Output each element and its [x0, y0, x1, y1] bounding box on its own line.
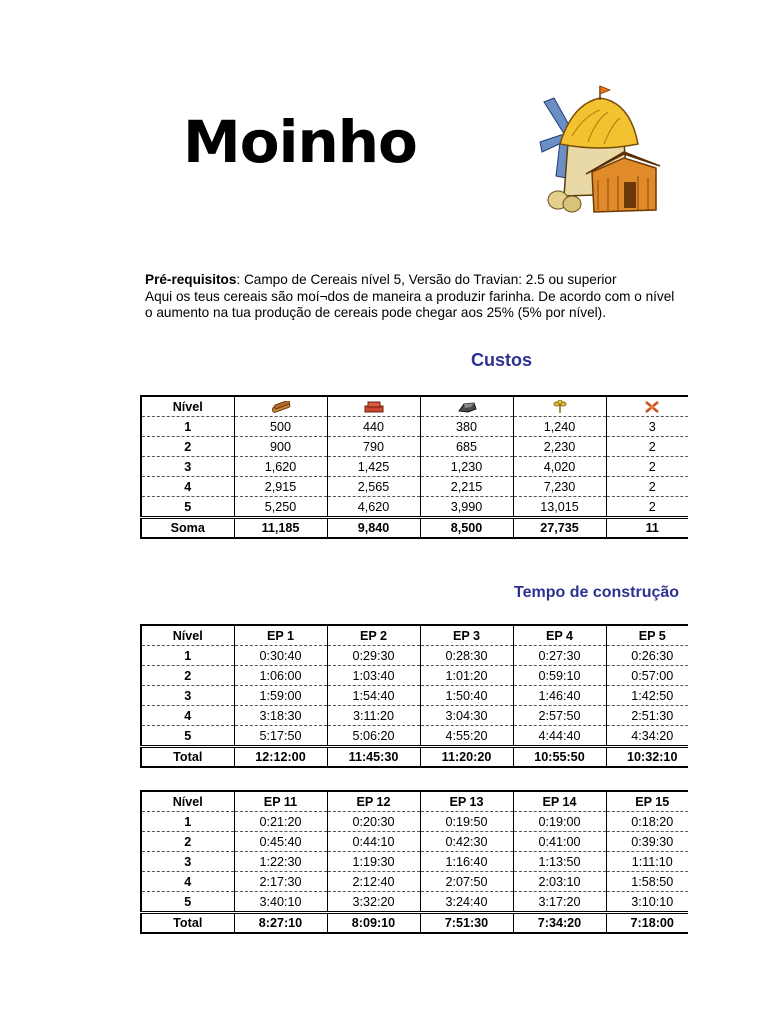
build-time-table-1	[140, 624, 688, 768]
build-time-heading: Tempo de construção	[514, 584, 680, 601]
table-row: 5 5:17:50 5:06:20 4:55:20 4:44:40 4:34:20	[141, 726, 688, 747]
intro-text	[145, 272, 688, 322]
clay-icon	[327, 396, 420, 417]
table-row: 5 5,250 4,620 3,990 13,015 2	[141, 497, 688, 518]
page-title: Moinho	[183, 108, 417, 176]
table-row: 4 3:18:30 3:11:20 3:04:30 2:57:50 2:51:30	[141, 706, 688, 726]
table-row: 3 1,620 1,425 1,230 4,020 2	[141, 457, 688, 477]
table-row: 2 900 790 685 2,230 2	[141, 437, 688, 457]
prereq-text: : Campo de Cereais nível 5, Versão do Travian: 2.5 ou superior	[236, 272, 617, 287]
intro-line-3: o aumento na tua produção de cereais pode chegar aos 25% (5% por nível).	[145, 305, 606, 320]
iron-icon	[420, 396, 513, 417]
total-row: Total 8:27:10 8:09:10 7:51:30 7:34:20 7:18:00	[141, 913, 688, 934]
table-row: 5 3:40:10 3:32:20 3:24:40 3:17:20 3:10:10	[141, 892, 688, 913]
total-row: Total 12:12:00 11:45:30 11:20:20 10:55:50 10:32:10	[141, 747, 688, 768]
costs-table-wrap	[140, 395, 688, 539]
build-time-table-1-wrap	[140, 624, 688, 768]
table-row: 2 1:06:00 1:03:40 1:01:20 0:59:10 0:57:00	[141, 666, 688, 686]
costs-table	[140, 395, 688, 539]
level-header: Nível	[141, 396, 234, 417]
costs-header-row	[141, 396, 688, 417]
build-time-header-row: Nível EP 1 EP 2 EP 3 EP 4 EP 5	[141, 625, 688, 646]
table-row: 1 0:30:40 0:29:30 0:28:30 0:27:30 0:26:30	[141, 646, 688, 666]
build-time-table-2	[140, 790, 688, 934]
build-time-table-2-wrap	[140, 790, 688, 934]
table-row: 3 1:59:00 1:54:40 1:50:40 1:46:40 1:42:50	[141, 686, 688, 706]
crop-icon	[513, 396, 606, 417]
table-row: 1 0:21:20 0:20:30 0:19:50 0:19:00 0:18:20	[141, 812, 688, 832]
total-row: Soma 11,185 9,840 8,500 27,735 11	[141, 518, 688, 539]
table-row: 1 500 440 380 1,240 3	[141, 417, 688, 437]
table-row: 3 1:22:30 1:19:30 1:16:40 1:13:50 1:11:10	[141, 852, 688, 872]
table-row: 4 2:17:30 2:12:40 2:07:50 2:03:10 1:58:50	[141, 872, 688, 892]
costs-heading: Custos	[471, 350, 533, 370]
build-time-header-row: Nível EP 11 EP 12 EP 13 EP 14 EP 15	[141, 791, 688, 812]
upkeep-icon	[606, 396, 688, 417]
prereq-label: Pré-requisitos	[145, 272, 237, 287]
table-row: 2 0:45:40 0:44:10 0:42:30 0:41:00 0:39:30	[141, 832, 688, 852]
table-row: 4 2,915 2,565 2,215 7,230 2	[141, 477, 688, 497]
wood-icon	[234, 396, 327, 417]
intro-line-2: Aqui os teus cereais são moí¬dos de maneira a produzir farinha. De acordo com o nível	[145, 288, 675, 304]
windmill-illustration	[538, 82, 662, 220]
